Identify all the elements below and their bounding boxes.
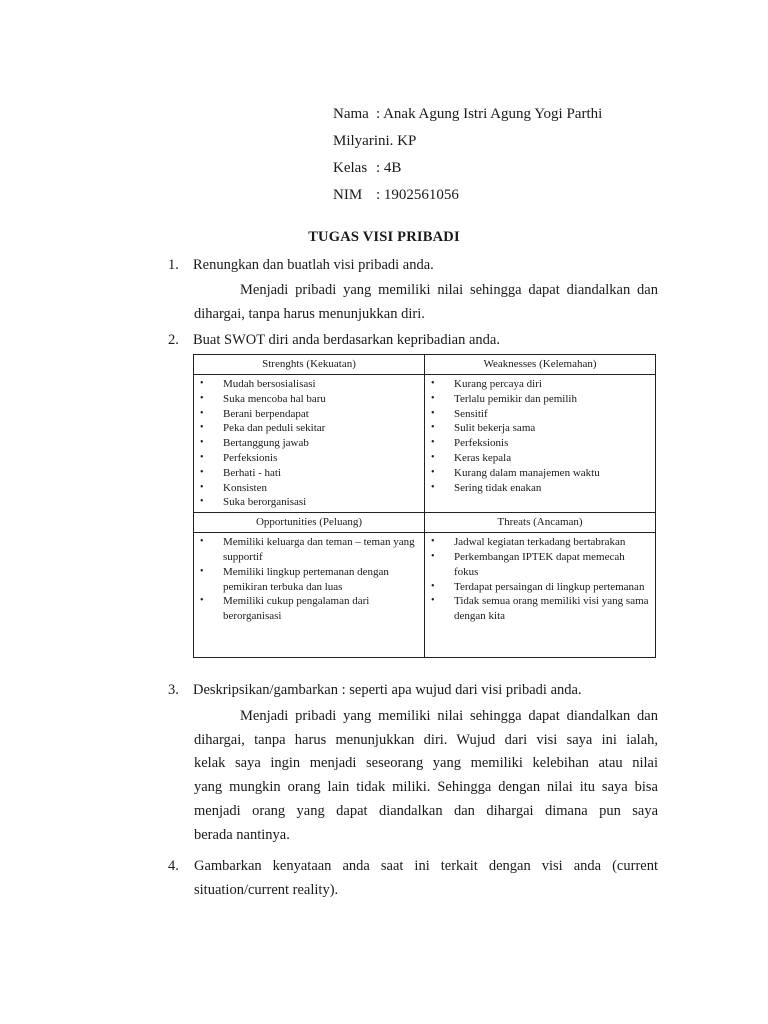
- threats-list: [425, 533, 655, 626]
- weaknesses-header: Weaknesses (Kelemahan): [425, 355, 656, 375]
- question-2: [168, 328, 500, 352]
- opportunities-cell: [194, 533, 425, 658]
- answer-line: Menjadi pribadi yang memiliki nilai sehingga dapat diandalkan dan: [240, 282, 658, 298]
- answer-1: [194, 278, 658, 326]
- question-number: 2.: [168, 332, 179, 348]
- list-item: • Sulit bekerja sama: [425, 421, 655, 436]
- list-item: • Kurang dalam manajemen waktu: [425, 466, 655, 481]
- answer-line: dihargai, tanpa harus menunjukkan diri. Wujud dari visi saya ini ialah,: [194, 731, 658, 748]
- list-item: • Keras kepala: [425, 451, 655, 466]
- question-text: Renungkan dan buatlah visi pribadi anda.: [193, 257, 434, 273]
- question-line: Gambarkan kenyataan anda saat ini terkait dengan visi anda (current: [194, 858, 658, 874]
- answer-3: [194, 705, 658, 847]
- question-4-text: [194, 854, 658, 902]
- list-item: • Jadwal kegiatan terkadang bertabrakan: [425, 535, 655, 550]
- class-label: Kelas: [333, 160, 368, 176]
- nim-row: [333, 182, 602, 209]
- class-row: [333, 155, 602, 182]
- answer-line: yang mungkin orang lain tidak miliki. Sehingga dengan nilai itu saya bisa: [194, 779, 658, 796]
- name-continuation: Milyarini. KP: [333, 133, 417, 149]
- answer-line: kelak saya ingin menjadi seseorang yang memiliki kelebihan atau nilai: [194, 755, 658, 772]
- list-item: • Memiliki lingkup pertemanan dengan pemikiran terbuka dan luas: [194, 565, 424, 595]
- question-1: [168, 253, 434, 277]
- question-text: Buat SWOT diri anda berdasarkan kepribadian anda.: [193, 332, 500, 348]
- list-item: • Tidak semua orang memiliki visi yang sama dengan kita: [425, 594, 655, 624]
- strengths-cell: [194, 375, 425, 513]
- answer-line: Menjadi pribadi yang memiliki nilai sehingga dapat diandalkan dan: [240, 708, 658, 724]
- question-4: [168, 854, 193, 878]
- list-item: • Terlalu pemikir dan pemilih: [425, 392, 655, 407]
- list-item: • Memiliki cukup pengalaman dari berorganisasi: [194, 594, 424, 624]
- nim-label: NIM: [333, 187, 363, 203]
- list-item: • Suka mencoba hal baru: [194, 392, 424, 407]
- list-item: • Suka berorganisasi: [194, 495, 424, 510]
- nim-value: : 1902561056: [376, 187, 459, 203]
- answer-line: menjadi orang yang dapat diandalkan dan dihargai dimana pun saya: [194, 802, 658, 819]
- list-item: • Perfeksionis: [194, 451, 424, 466]
- class-value: : 4B: [376, 160, 402, 176]
- list-item: • Peka dan peduli sekitar: [194, 421, 424, 436]
- list-item: • Sensitif: [425, 407, 655, 422]
- answer-line: dihargai, tanpa harus menunjukkan diri.: [194, 306, 425, 322]
- list-item: • Terdapat persaingan di lingkup pertemanan: [425, 580, 655, 595]
- threats-header: Threats (Ancaman): [425, 513, 656, 533]
- list-item: • Bertanggung jawab: [194, 436, 424, 451]
- student-identity: [333, 101, 602, 209]
- question-3: [168, 678, 582, 702]
- opportunities-header: Opportunities (Peluang): [194, 513, 425, 533]
- list-item: • Mudah bersosialisasi: [194, 377, 424, 392]
- list-item: • Kurang percaya diri: [425, 377, 655, 392]
- question-number: 3.: [168, 682, 179, 698]
- list-item: • Berani berpendapat: [194, 407, 424, 422]
- strengths-list: [194, 375, 424, 512]
- swot-table: [193, 354, 656, 658]
- document-title: TUGAS VISI PRIBADI: [308, 229, 460, 245]
- list-item: • Berhati - hati: [194, 466, 424, 481]
- name-value: : Anak Agung Istri Agung Yogi Parthi: [376, 106, 603, 122]
- answer-line: berada nantinya.: [194, 826, 290, 843]
- question-line: situation/current reality).: [194, 882, 339, 898]
- list-item: • Memiliki keluarga dan teman – teman yang supportif: [194, 535, 424, 565]
- weaknesses-list: [425, 375, 655, 497]
- name-row: [333, 101, 602, 128]
- question-number: 4.: [168, 858, 179, 874]
- list-item: • Konsisten: [194, 481, 424, 496]
- weaknesses-cell: [425, 375, 656, 513]
- name-continuation-row: [333, 128, 602, 155]
- opportunities-list: [194, 533, 424, 626]
- strengths-header: Strenghts (Kekuatan): [194, 355, 425, 375]
- list-item: • Sering tidak enakan: [425, 481, 655, 496]
- name-label: Nama: [333, 106, 369, 122]
- threats-cell: [425, 533, 656, 658]
- list-item: • Perkembangan IPTEK dapat memecah fokus: [425, 550, 655, 580]
- question-number: 1.: [168, 257, 179, 273]
- question-text: Deskripsikan/gambarkan : seperti apa wujud dari visi pribadi anda.: [193, 682, 582, 698]
- list-item: • Perfeksionis: [425, 436, 655, 451]
